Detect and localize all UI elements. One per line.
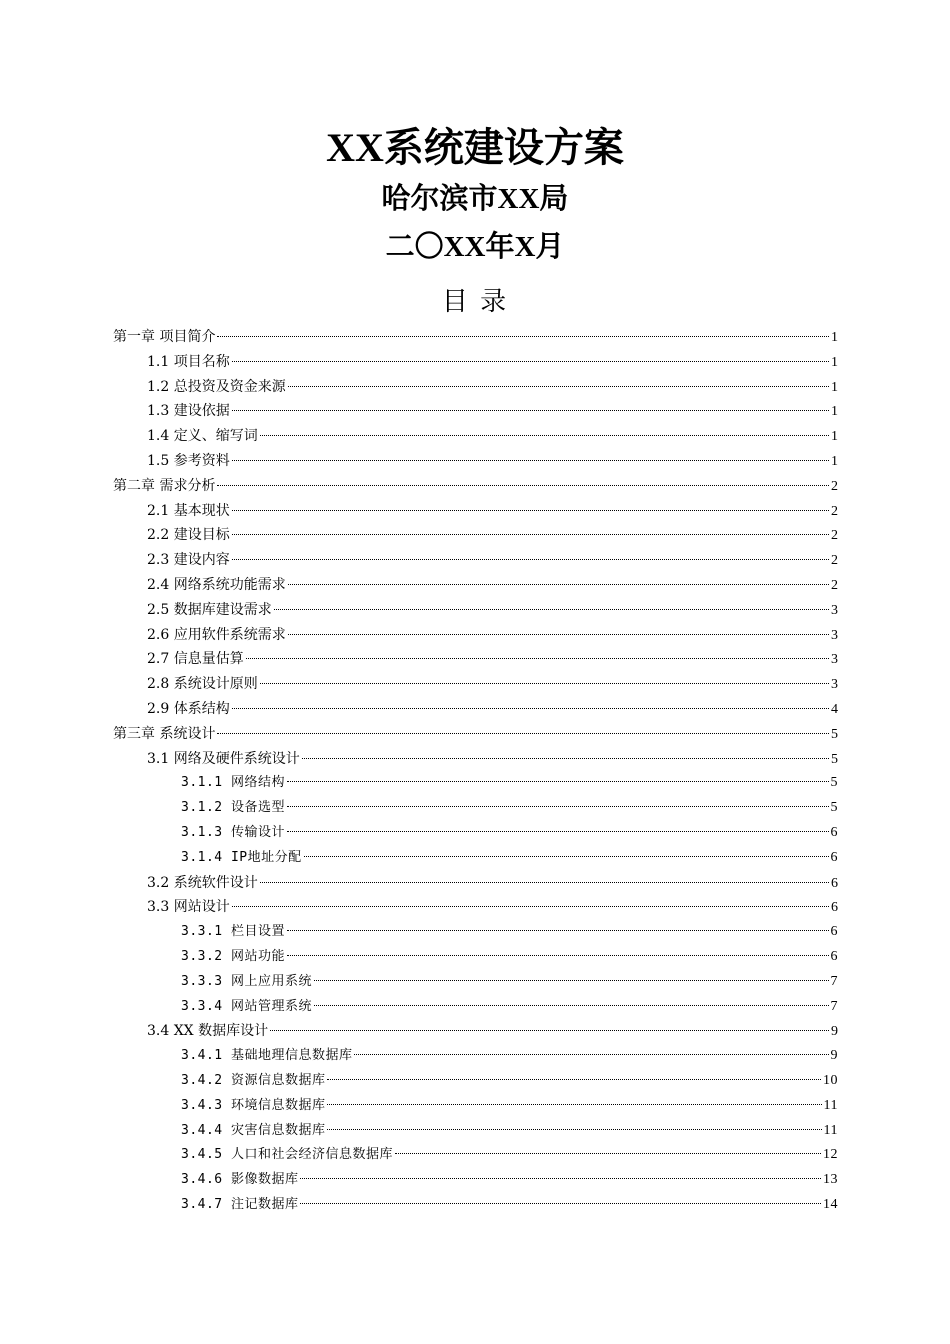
toc-entry-title: 2.9 体系结构 (147, 700, 230, 717)
toc-entry-title: 2.4 网络系统功能需求 (147, 576, 286, 593)
toc-entry-title: 1.4 定义、缩写词 (147, 428, 258, 445)
toc-dot-leader (302, 758, 829, 759)
toc-entry[interactable] (113, 997, 838, 1022)
toc-page-number: 6 (830, 824, 838, 840)
toc-page-number: 5 (831, 751, 838, 767)
toc-heading: 目 录 (441, 287, 509, 317)
toc-entry[interactable] (113, 749, 838, 774)
toc-dot-leader (395, 1153, 821, 1154)
toc-entry-title: 2.7 信息量估算 (147, 651, 244, 668)
toc-entry[interactable] (113, 377, 838, 402)
toc-entry[interactable] (113, 1096, 838, 1121)
toc-page-number: 12 (823, 1147, 838, 1163)
toc-entry-title: 2.1 基本现状 (147, 502, 230, 519)
toc-dot-leader (304, 856, 829, 857)
toc-entry-title: 第三章 系统设计 (113, 725, 216, 742)
toc-entry-title: 3.4.6 影像数据库 (181, 1172, 299, 1188)
toc-entry-title: 3.1.1 网络结构 (181, 775, 285, 791)
toc-entry[interactable] (113, 823, 838, 848)
organization-name: 哈尔滨市XX局 (381, 183, 569, 215)
toc-entry[interactable] (113, 798, 838, 823)
toc-entry-title: 2.3 建设内容 (147, 552, 230, 569)
toc-entry-title: 3.4.2 资源信息数据库 (181, 1072, 326, 1088)
toc-page-number: 7 (830, 973, 838, 989)
toc-entry-title: 3.4.5 人口和社会经济信息数据库 (181, 1147, 393, 1163)
toc-entry-title: 3.3.4 网站管理系统 (181, 998, 312, 1014)
toc-entry-title: 3.4.1 基础地理信息数据库 (181, 1048, 353, 1064)
toc-entry-title: 第二章 需求分析 (113, 477, 216, 494)
toc-page-number: 1 (831, 404, 838, 420)
toc-entry-title: 3.1.2 设备选型 (181, 800, 285, 816)
toc-entry[interactable] (113, 649, 838, 674)
toc-entry[interactable] (113, 947, 838, 972)
toc-dot-leader (287, 955, 829, 956)
toc-entry-title: 2.6 应用软件系统需求 (147, 626, 286, 643)
toc-dot-leader (300, 1203, 821, 1204)
toc-dot-leader (217, 336, 829, 337)
toc-dot-leader (232, 708, 829, 709)
toc-entry-title: 3.1.4 IP地址分配 (181, 849, 302, 865)
toc-entry[interactable] (113, 897, 838, 922)
toc-dot-leader (327, 1079, 821, 1080)
toc-dot-leader (314, 980, 829, 981)
toc-page-number: 14 (823, 1196, 838, 1212)
toc-entry[interactable] (113, 1145, 838, 1170)
toc-dot-leader (288, 634, 829, 635)
toc-entry[interactable] (113, 525, 838, 550)
table-of-contents (113, 327, 838, 1220)
toc-entry-title: 3.4.4 灾害信息数据库 (181, 1122, 326, 1138)
toc-entry-title: 2.5 数据库建设需求 (147, 601, 272, 618)
toc-page-number: 5 (830, 775, 838, 791)
toc-page-number: 1 (831, 330, 838, 345)
toc-page-number: 3 (831, 652, 838, 668)
toc-dot-leader (314, 1005, 829, 1006)
toc-page-number: 6 (831, 875, 838, 891)
toc-entry-title: 1.3 建设依据 (147, 403, 230, 420)
toc-page-number: 2 (831, 553, 838, 569)
toc-page-number: 2 (831, 577, 838, 593)
toc-page-number: 13 (823, 1172, 838, 1188)
toc-page-number: 6 (830, 948, 838, 964)
toc-entry-title: 3.4.7 注记数据库 (181, 1196, 299, 1212)
toc-entry-title: 2.2 建设目标 (147, 527, 230, 544)
toc-dot-leader (270, 1030, 829, 1031)
toc-dot-leader (260, 435, 829, 436)
toc-page-number: 2 (831, 503, 838, 519)
toc-entry-title: 2.8 系统设计原则 (147, 676, 258, 693)
toc-dot-leader (217, 485, 829, 486)
toc-page-number: 1 (831, 453, 838, 469)
toc-dot-leader (287, 930, 829, 931)
toc-page-number: 5 (831, 726, 838, 742)
toc-page-number: 1 (831, 354, 838, 370)
toc-page-number: 1 (831, 429, 838, 445)
toc-page-number: 1 (831, 379, 838, 395)
toc-dot-leader (354, 1054, 828, 1055)
toc-entry[interactable] (113, 1021, 838, 1046)
toc-dot-leader (327, 1129, 821, 1130)
toc-dot-leader (287, 831, 829, 832)
toc-dot-leader (232, 510, 829, 511)
toc-entry-title: 3.1.3 传输设计 (181, 824, 285, 840)
toc-entry[interactable] (113, 848, 838, 873)
toc-entry-title: 1.5 参考资料 (147, 452, 230, 469)
toc-dot-leader (327, 1104, 821, 1105)
toc-page-number: 11 (823, 1097, 838, 1113)
toc-dot-leader (232, 361, 829, 362)
toc-entry[interactable] (113, 972, 838, 997)
toc-entry-title: 3.3.3 网上应用系统 (181, 973, 312, 989)
toc-entry[interactable] (113, 401, 838, 426)
toc-entry-title: 第一章 项目简介 (113, 329, 216, 345)
toc-dot-leader (274, 609, 829, 610)
toc-dot-leader (232, 410, 829, 411)
toc-page-number: 5 (830, 800, 838, 816)
toc-entry-title: 3.2 系统软件设计 (147, 874, 258, 891)
toc-dot-leader (232, 906, 829, 907)
toc-entry[interactable] (113, 1170, 838, 1195)
toc-dot-leader (217, 733, 829, 734)
toc-page-number: 7 (830, 998, 838, 1014)
toc-entry[interactable] (113, 1195, 838, 1220)
toc-page-number: 2 (831, 478, 838, 494)
toc-dot-leader (246, 658, 829, 659)
toc-page-number: 3 (831, 627, 838, 643)
toc-dot-leader (260, 882, 829, 883)
toc-dot-leader (288, 386, 829, 387)
document-date: 二〇XX年X月 (385, 231, 565, 263)
toc-entry[interactable] (113, 1071, 838, 1096)
toc-page-number: 2 (831, 528, 838, 544)
toc-dot-leader (288, 584, 829, 585)
toc-entry-title: 3.4.3 环境信息数据库 (181, 1097, 326, 1113)
toc-dot-leader (287, 806, 829, 807)
toc-page-number: 9 (831, 1024, 838, 1040)
toc-page-number: 3 (831, 602, 838, 618)
toc-entry[interactable] (113, 625, 838, 650)
toc-entry[interactable] (113, 352, 838, 377)
toc-entry-title: 3.3.1 栏目设置 (181, 924, 285, 940)
toc-entry[interactable] (113, 476, 838, 501)
toc-entry[interactable] (113, 1046, 838, 1071)
document-title: XX系统建设方案 (326, 125, 624, 170)
toc-page-number: 6 (830, 849, 838, 865)
toc-dot-leader (300, 1178, 821, 1179)
toc-entry[interactable] (113, 451, 838, 476)
toc-entry[interactable] (113, 773, 838, 798)
toc-dot-leader (232, 460, 829, 461)
toc-page-number: 10 (823, 1072, 838, 1088)
toc-entry[interactable] (113, 724, 838, 749)
toc-page-number: 6 (831, 900, 838, 916)
toc-page-number: 9 (830, 1048, 838, 1064)
toc-entry-title: 1.1 项目名称 (147, 353, 230, 370)
toc-entry-title: 3.3 网站设计 (147, 899, 230, 916)
toc-entry[interactable] (113, 501, 838, 526)
toc-entry[interactable] (113, 699, 838, 724)
toc-entry[interactable] (113, 600, 838, 625)
toc-page-number: 11 (823, 1122, 838, 1138)
toc-entry[interactable] (113, 575, 838, 600)
toc-page-number: 3 (831, 677, 838, 693)
toc-dot-leader (287, 781, 829, 782)
toc-entry[interactable] (113, 873, 838, 898)
toc-entry-title: 3.3.2 网站功能 (181, 948, 285, 964)
toc-dot-leader (260, 683, 829, 684)
toc-entry[interactable] (113, 922, 838, 947)
toc-entry[interactable] (113, 426, 838, 451)
toc-entry-title: 3.1 网络及硬件系统设计 (147, 750, 300, 767)
toc-entry[interactable] (113, 327, 838, 352)
toc-dot-leader (232, 534, 829, 535)
toc-entry[interactable] (113, 550, 838, 575)
toc-entry-title: 3.4 XX 数据库设计 (147, 1023, 269, 1040)
toc-page-number: 4 (831, 701, 838, 717)
toc-entry[interactable] (113, 1121, 838, 1146)
toc-dot-leader (232, 559, 829, 560)
toc-page-number: 6 (830, 924, 838, 940)
toc-entry[interactable] (113, 674, 838, 699)
toc-entry-title: 1.2 总投资及资金来源 (147, 378, 286, 395)
